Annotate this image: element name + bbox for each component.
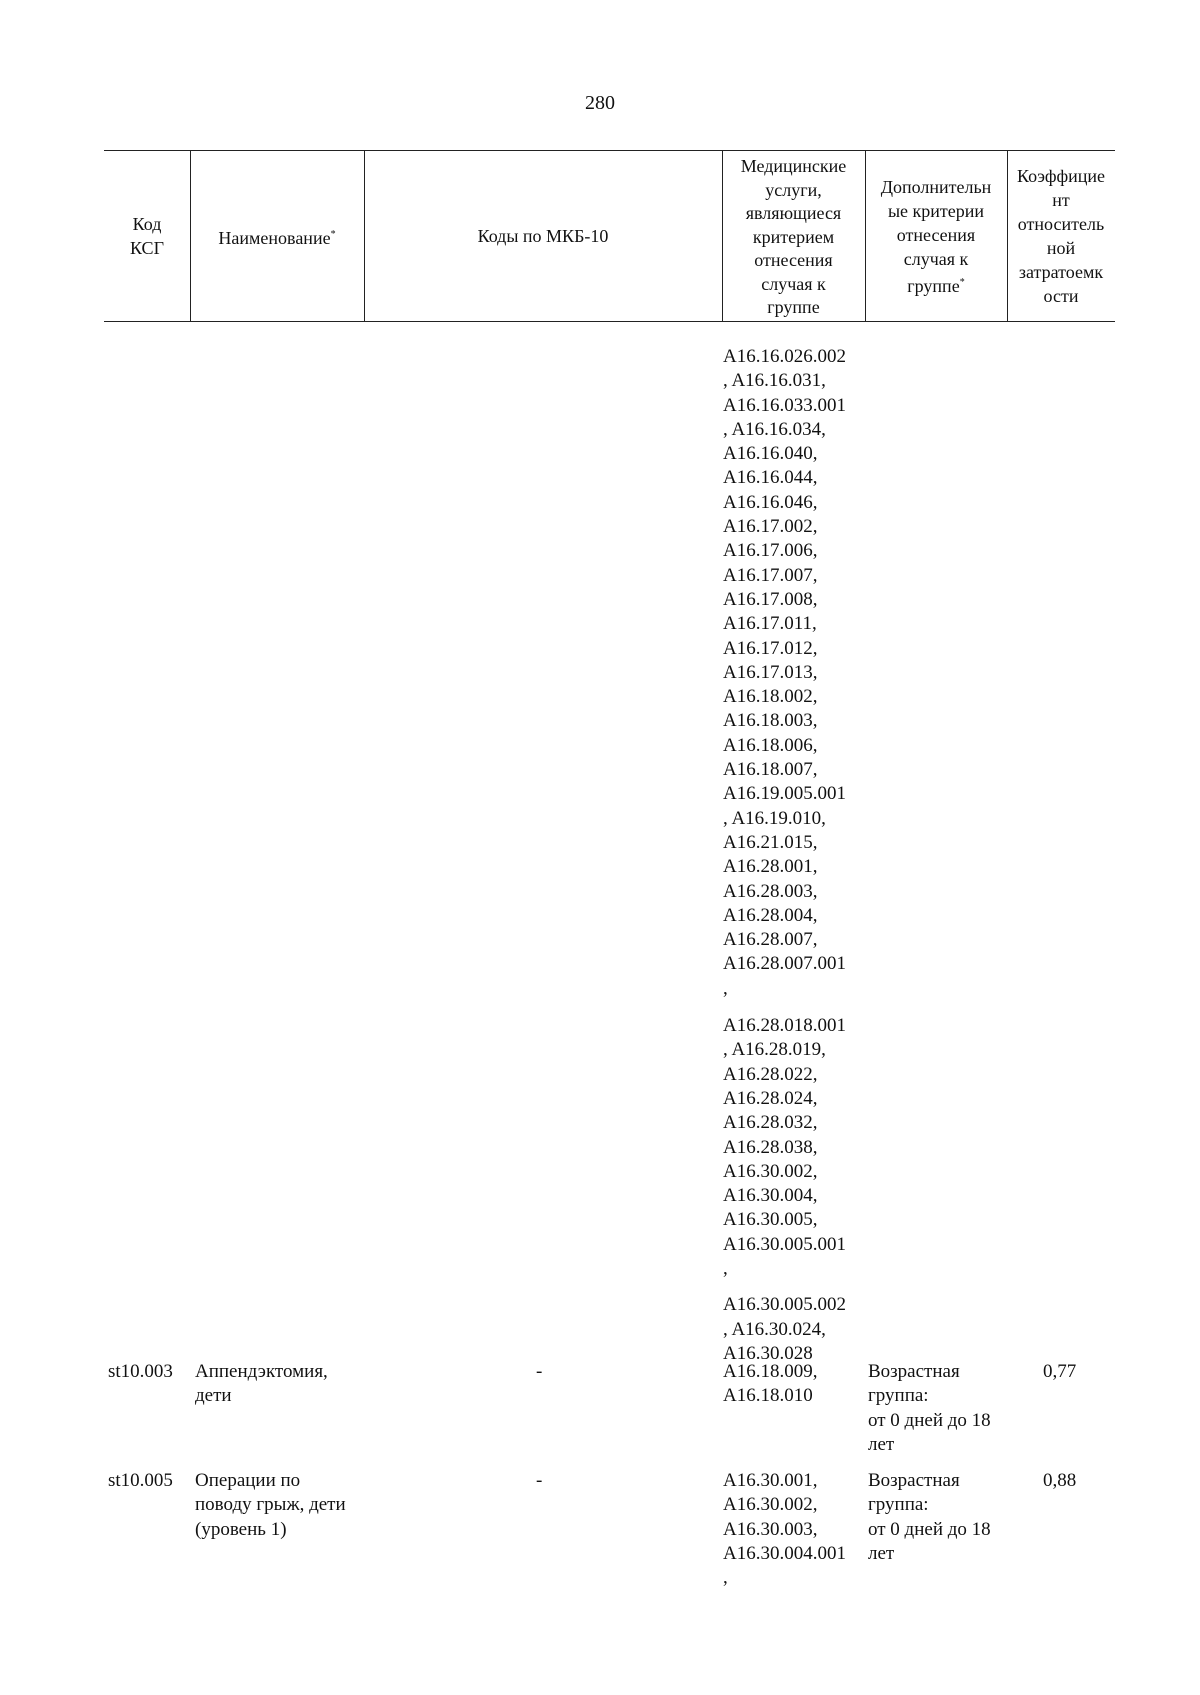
service-code: A16.17.012,: [723, 637, 818, 659]
service-code: A16.28.003,: [723, 880, 818, 902]
row-mkb-codes: -: [536, 1361, 543, 1382]
service-code: A16.16.026.002: [723, 346, 846, 367]
service-code: A16.28.007,: [723, 929, 818, 951]
row-services: A16.18.009, A16.18.010: [723, 1361, 818, 1407]
service-code: A16.30.005.002: [723, 1294, 846, 1316]
page-number: 280: [585, 92, 615, 114]
service-code: A16.28.022,: [723, 1063, 818, 1085]
service-code: A16.28.004,: [723, 904, 818, 926]
service-code: ,: [723, 1257, 728, 1279]
header-mkb-codes: Коды по МКБ-10: [477, 226, 609, 246]
service-code: A16.18.007,: [723, 759, 818, 781]
row-criteria: Возрастная группа: от 0 дней до 18 лет: [868, 1361, 991, 1455]
row-coefficient: 0,88: [1043, 1470, 1077, 1491]
row-name: Операции по поводу грыж, дети (уровень 1): [195, 1470, 346, 1540]
service-code: A16.16.033.001: [723, 394, 846, 416]
service-code: A16.28.007.001: [723, 953, 846, 975]
service-code: A16.28.032,: [723, 1112, 818, 1134]
service-code: A16.30.005.001: [723, 1233, 846, 1255]
row-coefficient: 0,77: [1043, 1361, 1077, 1382]
header-extra-criteria: Дополнительн ые критерии отнесения случая к группе*: [880, 176, 992, 296]
service-code: , A16.16.031,: [723, 370, 826, 392]
service-code: A16.30.004,: [723, 1185, 818, 1207]
services-block: [723, 345, 846, 1001]
table-header-bottom-rule: [104, 321, 1115, 322]
service-code: A16.17.006,: [723, 540, 818, 562]
service-code: A16.28.018.001: [723, 1015, 846, 1037]
row-name: Аппендэктомия, дети: [195, 1361, 328, 1407]
services-block: [723, 1014, 846, 1281]
service-code: A16.30.028: [723, 1342, 813, 1364]
service-code: A16.17.007,: [723, 564, 818, 586]
service-code: A16.28.038,: [723, 1136, 818, 1158]
service-code: A16.28.001,: [723, 856, 818, 878]
service-code: , A16.30.024,: [723, 1318, 826, 1340]
header-ksg-code: Код КСГ: [130, 214, 164, 258]
service-code: A16.16.040,: [723, 443, 818, 465]
row-mkb-codes: -: [536, 1470, 543, 1491]
service-code: ,: [723, 977, 728, 999]
service-code: A16.18.003,: [723, 710, 818, 732]
service-code: A16.17.011,: [723, 613, 817, 635]
service-code: A16.30.002,: [723, 1160, 818, 1182]
service-code: A16.16.046,: [723, 491, 818, 513]
service-code: A16.17.002,: [723, 516, 818, 538]
row-ksg-code: st10.003: [108, 1361, 173, 1382]
service-code: , A16.16.034,: [723, 418, 826, 440]
service-code: A16.30.005,: [723, 1209, 818, 1231]
header-coefficient: Коэффицие нт относитель ной затратоемк ости: [1016, 166, 1106, 306]
row-criteria: Возрастная группа: от 0 дней до 18 лет: [868, 1470, 991, 1564]
service-code: A16.18.006,: [723, 734, 818, 756]
header-name: Наименование*: [218, 227, 336, 248]
header-med-services: Медицинские услуги, являющиеся критерием отнесения случая к группе: [740, 156, 847, 317]
continued-services-list: [723, 345, 846, 1366]
row-ksg-code: st10.005: [108, 1470, 173, 1491]
row-services: A16.30.001, A16.30.002, A16.30.003, A16.30.004.001 ,: [723, 1470, 846, 1589]
service-code: A16.28.024,: [723, 1087, 818, 1109]
services-block: [723, 1293, 846, 1366]
service-code: A16.17.013,: [723, 661, 818, 683]
service-code: A16.21.015,: [723, 831, 818, 853]
service-code: , A16.28.019,: [723, 1039, 826, 1061]
service-code: A16.18.002,: [723, 686, 818, 708]
service-code: A16.16.044,: [723, 467, 818, 489]
service-code: A16.17.008,: [723, 588, 818, 610]
service-code: , A16.19.010,: [723, 807, 826, 829]
service-code: A16.19.005.001: [723, 783, 846, 805]
